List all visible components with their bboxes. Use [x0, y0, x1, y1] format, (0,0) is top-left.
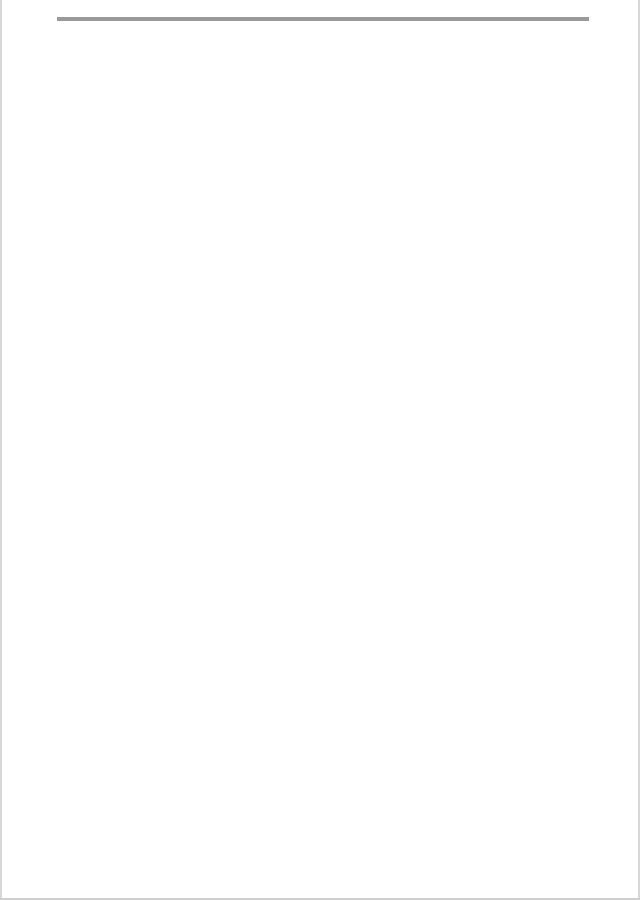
- right-text-column: [340, 315, 631, 335]
- table-3: [57, 10, 589, 25]
- left-text-column: [12, 315, 304, 330]
- table-bottom-rule: [57, 19, 589, 21]
- page-edge-left: [0, 0, 2, 900]
